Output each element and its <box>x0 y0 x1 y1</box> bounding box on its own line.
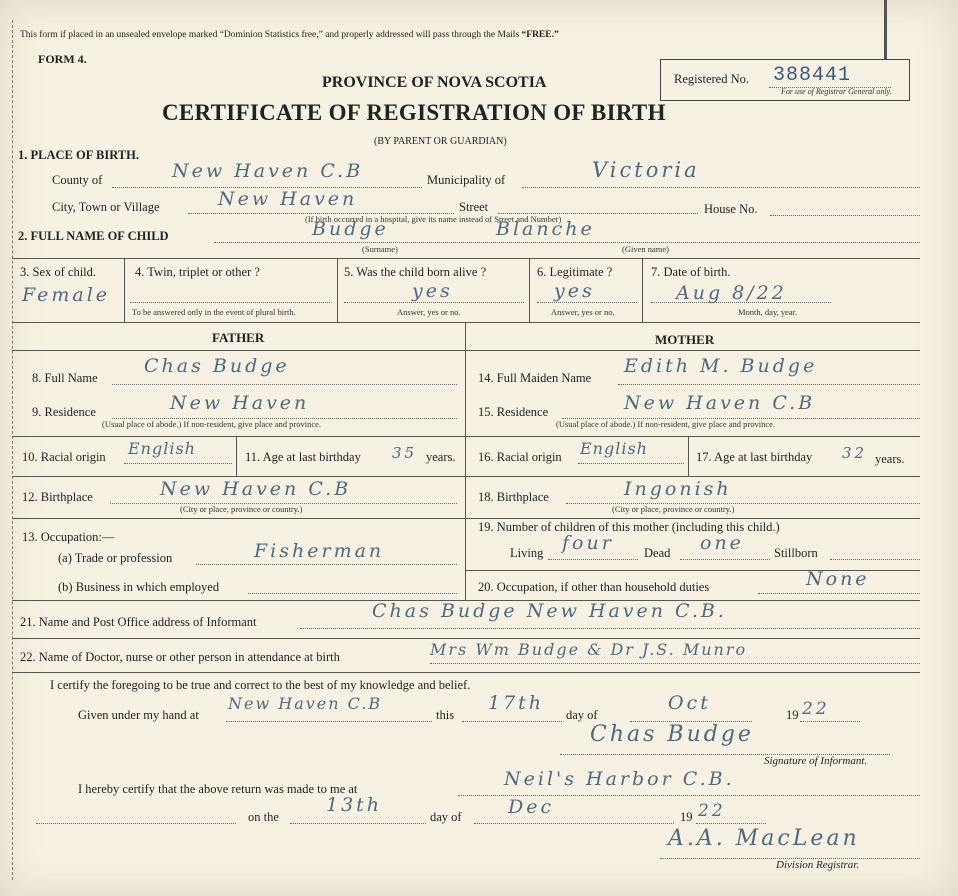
date-of-birth-note: Month, day, year. <box>738 307 798 317</box>
mother-heading: MOTHER <box>655 332 715 347</box>
place-of-birth-heading: 1. PLACE OF BIRTH. <box>18 148 139 162</box>
living-label: Living <box>510 546 544 560</box>
registrar-signature: A.A. MacLean <box>668 826 860 851</box>
registrar-day-of-label: day of <box>430 810 462 824</box>
mother-birthplace-note: (City or place, province or country.) <box>612 504 735 514</box>
father-name-label: 8. Full Name <box>32 371 98 385</box>
street-label: Street <box>459 200 489 214</box>
mother-occupation-label: 20. Occupation, if other than household duties <box>478 580 710 594</box>
father-trade-value: Fisherman <box>254 540 385 562</box>
informant-signature: Chas Budge <box>590 722 754 747</box>
hospital-note: (If birth occurred in a hospital, give its name instead of Street and Number) <box>305 214 562 224</box>
certify-day-value: 17th <box>488 692 545 714</box>
page-corner-mark <box>884 0 887 60</box>
given-place-value: New Haven C.B <box>228 694 383 713</box>
father-age-label: 11. Age at last birthday <box>245 450 361 464</box>
given-under-label: Given under my hand at <box>78 708 199 722</box>
registrar-day-value: 13th <box>326 794 383 816</box>
father-residence-value: New Haven <box>170 392 310 414</box>
mother-age-label: 17. Age at last birthday <box>696 450 813 464</box>
county-label: County of <box>52 173 103 187</box>
father-birthplace-value: New Haven C.B <box>160 478 352 500</box>
father-business-label: (b) Business in which employed <box>58 580 220 594</box>
legitimate-value: yes <box>554 280 595 302</box>
registered-label: Registered No. <box>674 72 749 86</box>
municipality-label: Municipality of <box>427 173 506 187</box>
mother-children-label: 19. Number of children of this mother (including this child.) <box>478 520 780 534</box>
father-birthplace-note: (City or place, province or country.) <box>180 504 303 514</box>
mother-birthplace-value: Ingonish <box>624 478 732 500</box>
date-of-birth-label: 7. Date of birth. <box>651 265 731 279</box>
child-surname: Budge <box>312 218 389 240</box>
father-residence-label: 9. Residence <box>32 405 96 419</box>
mother-name-value: Edith M. Budge <box>624 355 818 377</box>
father-racial-value: English <box>128 439 196 458</box>
informant-signature-label: Signature of Informant. <box>764 755 868 767</box>
registered-number: 388441 <box>773 64 852 87</box>
province-heading: PROVINCE OF NOVA SCOTIA <box>322 74 547 91</box>
registered-note: For use of Registrar General only. <box>781 87 892 96</box>
father-occupation-label: 13. Occupation:— <box>22 530 115 544</box>
form-number: FORM 4. <box>38 52 87 66</box>
certificate-title: CERTIFICATE OF REGISTRATION OF BIRTH <box>162 100 666 125</box>
mother-birthplace-label: 18. Birthplace <box>478 490 549 504</box>
mother-name-label: 14. Full Maiden Name <box>478 371 592 385</box>
on-the-label: on the <box>248 810 279 824</box>
father-name-value: Chas Budge <box>144 355 290 377</box>
born-alive-label: 5. Was the child born alive ? <box>344 265 487 279</box>
registered-number-box <box>660 59 910 101</box>
certificate-subtitle: (BY PARENT OR GUARDIAN) <box>374 136 507 147</box>
informant-value: Chas Budge New Haven C.B. <box>372 600 727 622</box>
father-racial-label: 10. Racial origin <box>22 450 106 464</box>
surname-note: (Surname) <box>362 244 398 254</box>
left-margin-line <box>12 20 13 880</box>
father-heading: FATHER <box>212 330 265 345</box>
father-age-value: 35 <box>392 444 418 462</box>
doctor-label: 22. Name of Doctor, nurse or other person in attendance at birth <box>20 650 340 664</box>
twin-note: To be answered only in the event of plural birth. <box>132 307 296 317</box>
born-alive-note: Answer, yes or no. <box>397 307 461 317</box>
doctor-value: Mrs Wm Budge & Dr J.S. Munro <box>430 640 748 659</box>
this-label: this <box>436 708 455 722</box>
city-value: New Haven <box>218 188 358 210</box>
father-residence-note: (Usual place of abode.) If non-resident, give place and province. <box>102 419 322 429</box>
mother-occupation-value: None <box>806 568 870 590</box>
informant-label: 21. Name and Post Office address of Informant <box>20 615 257 629</box>
county-value: New Haven C.B <box>172 160 364 182</box>
sex-value: Female <box>22 284 111 306</box>
mother-residence-value: New Haven C.B <box>624 392 816 414</box>
registrar-year-value: 22 <box>698 801 726 821</box>
free-label: “FREE.” <box>521 30 559 40</box>
certify-month-value: Oct <box>668 692 711 714</box>
mother-age-value: 32 <box>842 444 868 462</box>
twin-label: 4. Twin, triplet or other ? <box>135 265 260 279</box>
born-alive-value: yes <box>412 280 453 302</box>
mother-racial-label: 16. Racial origin <box>478 450 562 464</box>
dead-label: Dead <box>644 546 671 560</box>
father-birthplace-label: 12. Birthplace <box>22 490 93 504</box>
child-name-label: 2. FULL NAME OF CHILD <box>18 229 169 243</box>
father-trade-label: (a) Trade or profession <box>58 551 173 565</box>
certify-statement: I certify the foregoing to be true and correct to the best of my knowledge and belief. <box>50 678 471 692</box>
city-label: City, Town or Village <box>52 200 160 214</box>
house-number-label: House No. <box>704 202 758 216</box>
registrar-statement: I hereby certify that the above return was made to me at <box>78 782 358 796</box>
certify-year-value: 22 <box>802 699 830 719</box>
child-given-name: Blanche <box>496 218 595 240</box>
registrar-place-value: Neil's Harbor C.B. <box>504 768 735 790</box>
envelope-note: This form if placed in an unsealed envelope marked “Dominion Statistics free,” and properly addressed will pass through the Mails “FREE.” <box>20 30 559 40</box>
sex-label: 3. Sex of child. <box>20 265 97 279</box>
date-of-birth-value: Aug 8/22 <box>676 282 787 304</box>
certify-year-prefix: 19 <box>786 708 799 722</box>
certify-day-of-label: day of <box>566 708 598 722</box>
mother-residence-note: (Usual place of abode.) If non-resident, give place and province. <box>556 419 776 429</box>
registrar-signature-label: Division Registrar. <box>776 859 860 871</box>
legitimate-note: Answer, yes or no. <box>551 307 615 317</box>
given-name-note: (Given name) <box>622 244 669 254</box>
registrar-year-prefix: 19 <box>680 810 693 824</box>
living-value: four <box>562 532 614 554</box>
dead-value: one <box>700 532 744 554</box>
municipality-value: Victoria <box>592 158 700 182</box>
stillborn-label: Stillborn <box>774 546 818 560</box>
mother-residence-label: 15. Residence <box>478 405 549 419</box>
mother-years-label: years. <box>875 452 905 466</box>
registrar-month-value: Dec <box>508 796 555 818</box>
legitimate-label: 6. Legitimate ? <box>537 265 613 279</box>
father-years-label: years. <box>426 450 456 464</box>
mother-racial-value: English <box>580 439 648 458</box>
